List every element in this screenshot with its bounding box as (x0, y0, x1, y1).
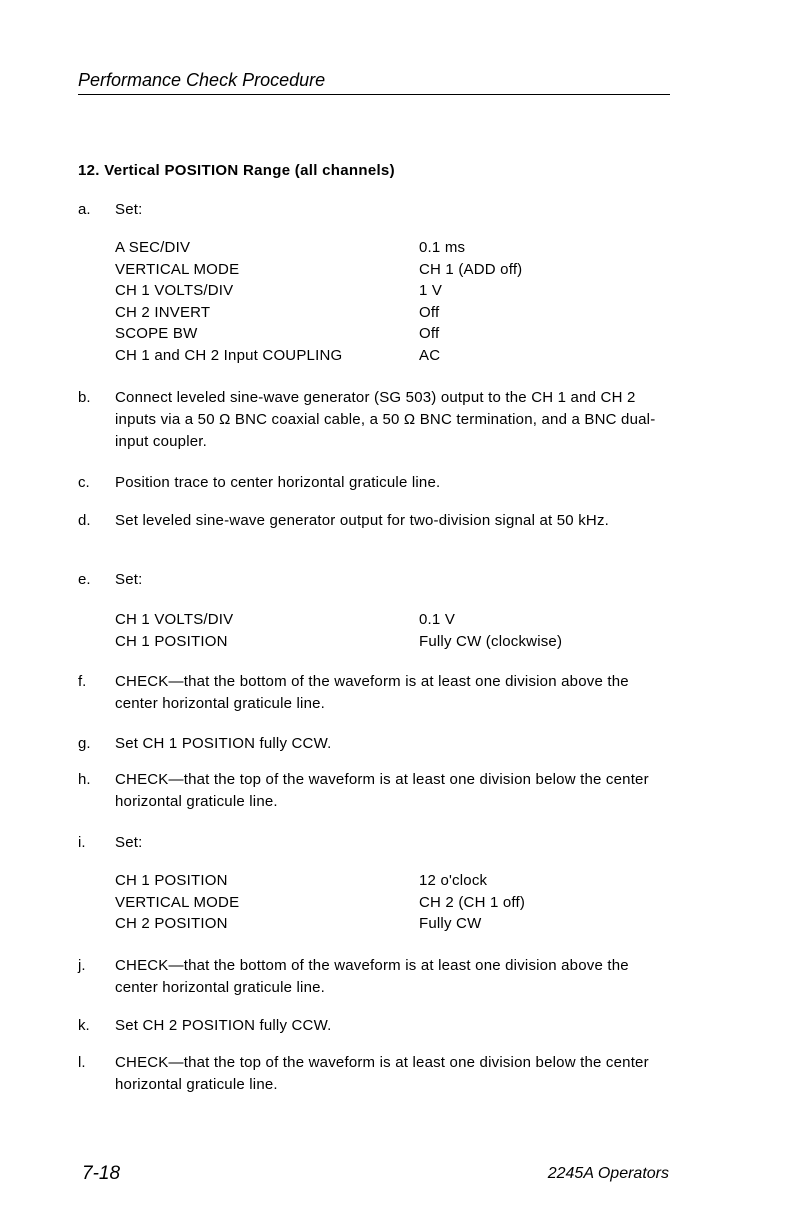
setting-value: AC (419, 346, 441, 364)
setting-name: VERTICAL MODE (115, 260, 240, 278)
setting-name: CH 1 POSITION (115, 872, 228, 889)
step-letter: a. (78, 201, 91, 218)
step-h (78, 769, 678, 813)
section-title: 12. Vertical POSITION Range (all channels) (78, 162, 395, 179)
setting-value: 0.1 V (419, 611, 456, 628)
settings-row (115, 609, 562, 631)
setting-name: SCOPE BW (115, 325, 198, 342)
setting-value: CH 1 (ADD off) (419, 260, 523, 278)
step-text: Set CH 1 POSITION fully CCW. (115, 735, 332, 752)
step-text: Set CH 2 POSITION fully CCW. (115, 1017, 332, 1034)
step-d (78, 510, 678, 532)
step-letter: e. (78, 571, 91, 588)
step-i (78, 832, 678, 854)
setting-name: CH 1 POSITION (115, 632, 228, 650)
step-k (78, 1015, 678, 1037)
setting-value: Off (419, 325, 440, 342)
setting-name: CH 2 POSITION (115, 915, 228, 932)
settings-row (115, 259, 522, 281)
settings-row (115, 323, 522, 345)
settings-row (115, 892, 525, 914)
step-letter: i. (78, 834, 86, 851)
setting-name: CH 2 INVERT (115, 303, 211, 321)
step-letter: b. (78, 389, 91, 406)
step-j (78, 955, 678, 999)
setting-value: Fully CW (clockwise) (419, 632, 563, 650)
setting-name: VERTICAL MODE (115, 893, 240, 911)
settings-row (115, 870, 525, 892)
step-text: Set: (115, 571, 143, 588)
step-e (78, 569, 678, 591)
step-g (78, 733, 678, 755)
setting-value: Off (419, 303, 440, 321)
settings-row (115, 280, 522, 302)
step-a (78, 199, 678, 221)
step-letter: d. (78, 512, 91, 529)
step-text: Set leveled sine-wave generator output for two-division signal at 50 kHz. (115, 512, 610, 529)
step-text: CHECK—that the bottom of the waveform is at least one division above the center horizontal graticule line. (115, 957, 629, 996)
step-text: Set: (115, 201, 143, 218)
step-text: Set: (115, 834, 143, 851)
settings-row (115, 913, 525, 935)
step-text: CHECK—that the top of the waveform is at least one division below the center horizontal graticule line. (115, 1054, 649, 1093)
setting-value: 0.1 ms (419, 239, 466, 256)
page-number: 7-18 (82, 1163, 121, 1184)
step-letter: h. (78, 771, 91, 788)
step-text: Connect leveled sine-wave generator (SG 503) output to the CH 1 and CH 2 inputs via a 50 Ω BNC coaxial cable, a 50 Ω BNC termination, and a BNC dual-input coupler. (115, 389, 656, 450)
step-letter: l. (78, 1054, 86, 1071)
settings-row (115, 631, 562, 653)
settings-row (115, 345, 522, 367)
setting-value: 12 o'clock (419, 872, 488, 889)
settings-table-a (115, 237, 522, 366)
setting-name: CH 1 and CH 2 Input COUPLING (115, 346, 343, 364)
manual-title: 2245A Operators (547, 1165, 669, 1182)
setting-value: Fully CW (419, 915, 482, 932)
settings-row (115, 237, 522, 259)
step-c (78, 472, 678, 494)
setting-name: A SEC/DIV (115, 239, 191, 256)
step-b (78, 387, 678, 453)
step-letter: j. (78, 957, 86, 974)
step-text: CHECK—that the top of the waveform is at least one division below the center horizontal graticule line. (115, 771, 649, 810)
setting-value: CH 2 (CH 1 off) (419, 893, 526, 911)
setting-name: CH 1 VOLTS/DIV (115, 282, 234, 299)
step-letter: c. (78, 474, 90, 491)
step-letter: f. (78, 673, 87, 690)
setting-value: 1 V (419, 282, 443, 299)
settings-table-i (115, 870, 525, 935)
setting-name: CH 1 VOLTS/DIV (115, 611, 234, 628)
step-text: CHECK—that the bottom of the waveform is at least one division above the center horizontal graticule line. (115, 673, 629, 712)
step-text: Position trace to center horizontal graticule line. (115, 474, 441, 491)
settings-table-e (115, 609, 562, 652)
step-letter: k. (78, 1017, 90, 1034)
settings-row (115, 302, 522, 324)
step-f (78, 671, 678, 715)
step-letter: g. (78, 735, 91, 752)
step-l (78, 1052, 678, 1096)
page-header: Performance Check Procedure (78, 70, 670, 95)
